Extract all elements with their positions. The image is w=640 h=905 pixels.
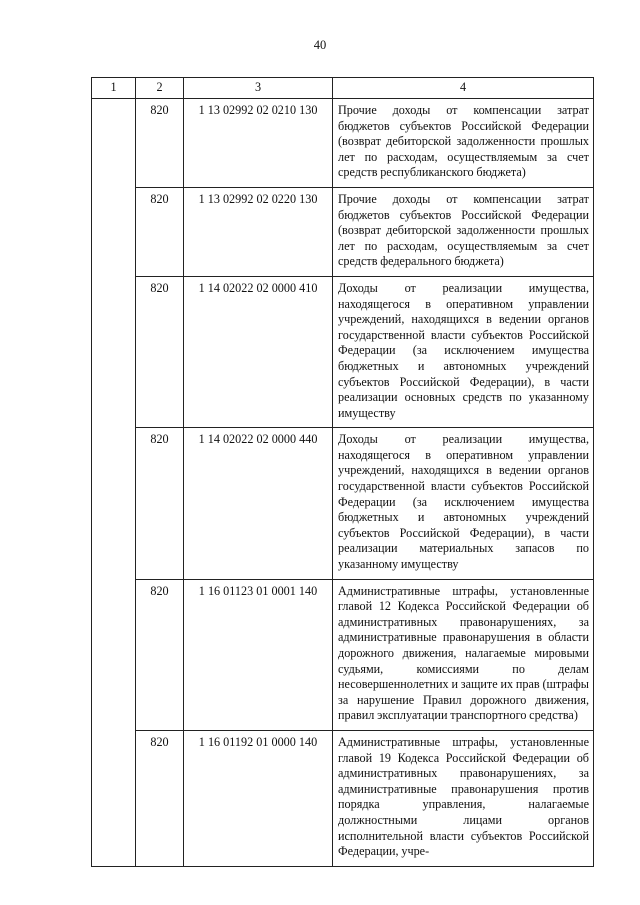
table-row: [92, 99, 594, 188]
revenue-code: 1 13 02992 02 0210 130: [184, 99, 333, 188]
revenue-code: 1 14 02022 02 0000 440: [184, 428, 333, 579]
revenue-description: Административные штрафы, установленные главой 12 Кодекса Российской Федерации об административных правонарушениях, за административные правонарушения в области дорожного движения, налагаемые мировыми судьями, комиссиями по делам несовершеннолетних и защите их прав (штрафы за нарушение Правил дорожного движения, правил эксплуатации транспортного средства): [333, 579, 594, 730]
table-row: [92, 730, 594, 866]
revenue-description: Административные штрафы, установленные главой 19 Кодекса Российской Федерации об административных правонарушениях, за административные правонарушения против порядка управления, налагаемые должностными лицами органов исполнительной власти субъектов Российской Федерации, учре-: [333, 730, 594, 866]
chapter-code: 820: [136, 579, 184, 730]
chapter-code: 820: [136, 187, 184, 276]
table-row: [92, 579, 594, 730]
chapter-code: 820: [136, 730, 184, 866]
chapter-code: 820: [136, 428, 184, 579]
column-header-1: 1: [92, 78, 136, 99]
column-header-4: 4: [333, 78, 594, 99]
administrator-cell: [92, 99, 136, 867]
chapter-code: 820: [136, 99, 184, 188]
table-row: [92, 187, 594, 276]
budget-classification-table: [91, 77, 594, 867]
table-row: [92, 428, 594, 579]
revenue-description: Доходы от реализации имущества, находящегося в оперативном управлении учреждений, находящихся в ведении органов государственной власти субъектов Российской Федерации (за исключением имущества бюджетных и автономных учреждений субъектов Российской Федерации), в части реализации основных средств по указанному имуществу: [333, 276, 594, 427]
column-header-3: 3: [184, 78, 333, 99]
table-header-row: [92, 78, 594, 99]
revenue-description: Прочие доходы от компенсации затрат бюджетов субъектов Российской Федерации (возврат дебиторской задолженности прошлых лет по расходам, осуществляемым за счет средств федерального бюджета): [333, 187, 594, 276]
revenue-description: Прочие доходы от компенсации затрат бюджетов субъектов Российской Федерации (возврат дебиторской задолженности прошлых лет по расходам, осуществляемым за счет средств республиканского бюджета): [333, 99, 594, 188]
revenue-code: 1 16 01123 01 0001 140: [184, 579, 333, 730]
revenue-description: Доходы от реализации имущества, находящегося в оперативном управлении учреждений, находящихся в ведении органов государственной власти субъектов Российской Федерации (за исключением имущества бюджетных и автономных учреждений субъектов Российской Федерации), в части реализации материальных запасов по указанному имуществу: [333, 428, 594, 579]
revenue-code: 1 14 02022 02 0000 410: [184, 276, 333, 427]
column-header-2: 2: [136, 78, 184, 99]
page-number: 40: [313, 38, 327, 52]
table-row: [92, 276, 594, 427]
revenue-code: 1 16 01192 01 0000 140: [184, 730, 333, 866]
revenue-code: 1 13 02992 02 0220 130: [184, 187, 333, 276]
chapter-code: 820: [136, 276, 184, 427]
